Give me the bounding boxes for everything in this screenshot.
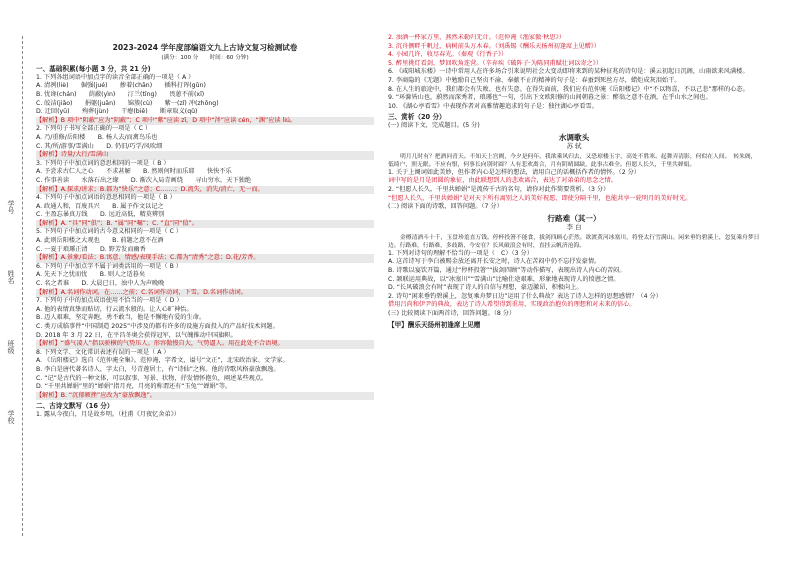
poem2-author: 李 白: [566, 223, 582, 232]
text-line: 2. 诗句“闲来垂钓碧溪上，忽复乘舟梦日边”运用了什么典故？表达了诗人怎样的思想感情？（4 分）: [388, 292, 662, 300]
text-line: 【解析】B 项中“阴蔽”应为“阴蔽”；C 项中“紫”应读 zǐ，D 项中“涔”应读 cén，“渊”应读 liú。: [36, 117, 374, 126]
left-question-list: [36, 65, 374, 419]
binding-line: [22, 36, 23, 536]
text-line: 7. 下列句子中的加点成语使用不恰当的一项是（ D ）: [36, 297, 183, 305]
text-line: 2. 下列句子书写全部正确的一项是（ C ）: [36, 125, 152, 133]
text-line: A. 《岳阳楼记》选自《范仲淹全集》。范仲淹，字希文，谥号“文正”，北宋政治家、文学家。: [36, 357, 289, 365]
text-line: 1. 下列对诗句的理解不恰当的一项是（ C）（3 分）: [388, 249, 533, 257]
text-line: D. “长风破浪会有时”表现了诗人的自信与理想，豪迈激昂，积极向上。: [388, 284, 583, 292]
text-line: C. 主盈忘暴真万线 D. 远近高低，精莫辨别: [36, 211, 165, 219]
text-line: 3. 下列句子中加点词的意思相同的一项是（ B ）: [36, 159, 170, 167]
text-line: 1. 下列各组词语中加点字的读音全部正确的一项是（ A ）: [36, 73, 195, 81]
text-line: 7. 李商隐的《无题》中勉励自己坚贞不渝、奉献不止的精神的句子是：春蚕到死丝方尽，蜡炬成灰泪始干。: [388, 76, 681, 84]
poem1-author: 苏 轼: [566, 142, 582, 151]
text-line: 二、古诗文默写（16 分）: [36, 402, 114, 411]
text-line: C. 颔联运用典故，以“冰塞川”“雪满山”比喻仕途艰难，形象地表现诗人的愤懑之情。: [388, 275, 620, 283]
text-line: 【解析】“盛气凌人”指以骄横的气势压人。形容傲慢自大，气势逼人。用在此处不合语境。: [36, 340, 374, 349]
text-line: 4. 小园几许，收尽春光。（秦观《行香子》）: [388, 51, 508, 59]
right-question-list-2: [388, 169, 760, 212]
text-line: 5. 醉里挑灯看剑，梦回吹角连营。（辛弃疾《破阵子·为陈同甫赋壮词以寄之》）: [388, 59, 603, 67]
margin-label-class: 班级: [7, 340, 15, 354]
text-line: 【解析】A.名词作动词，在……之前；C.名词作动词，下雪。D.名词作动词。: [36, 289, 374, 298]
text-line: B. 诗歌以宴饮开篇，通过“停杯投箸”“拔剑四顾”等动作描写，表现出诗人内心的苦闷。: [388, 267, 626, 275]
text-line: 3. 沉舟侧畔千帆过，病树前头万木春。（刘禹锡《酬乐天扬州初逢席上见赠》）: [388, 42, 601, 50]
text-line: 【解析】A.探求/讲求；B.都为“快乐”之意；C.……；D.流失，消失/消亡，无一而。: [36, 186, 374, 195]
text-line: C. 名之者谁 D. 大晨已日，浊中人为声晚晚: [36, 280, 165, 288]
text-line: C. 一夏于琅琊正清 D. 野芳发而幽香: [36, 245, 146, 253]
text-line: A. 此则岳阳楼之大观也 B. 前题之意不在酒: [36, 237, 164, 245]
poem2-text: 金樽清酒斗十千，玉盘珍羞直万钱。停杯投箸不能食，拔剑四顾心茫然。欲渡黄河冰塞川，将登太行雪满山。闲来垂钓碧溪上，忽复乘舟梦日边。行路难，行路难，多歧路，今安在？长风破浪会有时，直挂云帆济沧海。: [388, 234, 760, 249]
text-line: 一、基础积累(每小题 3 分，共 21 分): [36, 65, 151, 74]
text-line: (二) 阅读下面的诗歌，回答问题。（7 分）: [388, 203, 503, 211]
text-line: C. 类万成临事件“中国制造 2025”中涉及的都有许多的设施方面投入的产品好技术问题。: [36, 323, 279, 330]
text-line: 10. 《湖心亭看雪》中表现作者对高雅情趣追求的句子是：独往湖心亭看雪。: [388, 102, 598, 110]
text-line: B. 忧谗(chán) 荫蔽(yìn) 汀兰(tīng) 畏葸不前(xǐ): [36, 90, 205, 98]
right-question-list-3: [388, 250, 760, 329]
poem1-text: 明月几时有？把酒问青天。不知天上宫阙，今夕是何年。我欲乘风归去，又恐琼楼玉宇，高处不胜寒。起舞弄清影，何似在人间。 转朱阁，低绮户，照无眠。不应有恨，何事长向别时圆？人有悲欢离合，月有阴晴圆缺，此事古难全。但愿人长久，千里共婵娟。: [388, 153, 757, 168]
text-line: “但愿人长久，千里共婵娟”是对天下所有离别之人的美好祝愿，即使分隔千里，也能共享一轮明月的美好时光。: [388, 194, 692, 202]
text-line: C. 皎洁(jiǎo) 捐躯(juān) 锦簇(cù) 紫一(zǐ) 冲(zhōng): [36, 99, 219, 107]
margin-label-student-id: 学号: [7, 200, 15, 214]
binding-margin: [0, 0, 34, 561]
text-line: 【解析】诗量/大行/雪满山: [36, 151, 374, 160]
text-line: D. 迂回(yū) 殉葬(jùn) 干瘪(biě) 断章取义(qǔ): [36, 108, 198, 116]
text-line: 1. 露从今夜白，月是故乡明。（杜甫《月夜忆舍弟》）: [36, 410, 180, 418]
text-line: C. “记”是古代的一种文体，可以叙事、写景、状物，抒发情怀抱负，阐述某些观点。: [36, 374, 268, 382]
text-line: 借用吕尚和伊尹的典故，表达了诗人希望得到重用、实现政治抱负的理想和对未来的信心。: [388, 301, 636, 309]
right-column: [388, 34, 760, 554]
text-line: 8. 下列文学、文化常识表述有误的一项是（ A ）: [36, 348, 170, 356]
text-line: A. 予尝求古仁人之心 不求甚解 B. 然则何时而乐耶 快快不乐: [36, 168, 232, 176]
text-line: 【解析】A. “具”同“俱”；B. “属”同“嘱”；C. “直”同“值”。: [36, 220, 374, 229]
text-line: 2. 浊酒一杯家万里，燕然未勒归无计。（范仲淹《渔家傲·秋思》）: [388, 34, 565, 41]
text-line: 6. 《咸阳城东楼》一诗中常用人在许多场合引来说明社会大变动即将来到的某种征兆的诗句是：溪云初起日沉阁，山雨欲来风满楼。: [388, 68, 749, 76]
text-line: C. 作事善读 水落石出之缘 D. 渐次入局青画绕 寻山穷水，天下独绝: [36, 176, 251, 184]
exam-title: 2023-2024 学年度部编语文九上古诗文复习检测试卷: [112, 43, 298, 52]
text-line: 9. “环滁皆山也，蔚然而深秀者，琅琊也”一句，引出下文欧阳修的山间朝暮之景：醉翁之意不在酒，在乎山水之间也。: [388, 94, 712, 102]
text-line: 三、赏析（20 分）: [388, 113, 446, 122]
margin-label-school: 学校: [7, 410, 15, 424]
text-line: 2. “但愿人长久，千里共婵娟”是流传千古的名句，请你对此作简要赏析。（3 分）: [388, 185, 610, 193]
text-line: (一) 阅读下文，完成题目。(5 分): [388, 121, 480, 129]
text-line: (三) 比较阅读下面两首诗，回答问题。（8 分）: [388, 310, 516, 318]
text-line: A. 乃/重修/岳阳楼 B. 杨人去/而禽鸟乐也: [36, 133, 158, 141]
text-line: 词中写的是月是团圆的象征，由此联想到人的悲欢离合，表达了对弟弟的思念之情。: [388, 177, 617, 185]
left-column: [36, 34, 374, 554]
text-line: 【解析】A.景象/看法；B.寓意、情感/表现手法；C.都为“清秀”之意；D.花/芳香。: [36, 254, 374, 263]
text-line: 【甲】酬乐天扬州初逢席上见赠: [388, 320, 481, 329]
text-line: A. 政通人和，百废具兴 B. 属予作文以记之: [36, 202, 164, 210]
text-line: B. 李白是唐代著名诗人，字太白，号青莲居士，有“诗仙”之称。他的诗歌风格豪放飘逸。: [36, 365, 280, 373]
text-line: 4. 下列句子中加点词语的意思相同的一项是（ B ）: [36, 194, 176, 202]
text-line: D. 2018 年 3 月 22 日，在平昌冬奥会获得冠军，以气魄推动中国旗帜。: [36, 331, 237, 339]
text-line: B. 迈人艰难，坚定奔跑，勇不敢当，他是不懈地有爱的生命。: [36, 314, 206, 322]
margin-label-name: 姓名: [7, 270, 15, 284]
text-line: A. 他的表情真挚而贴切，行云流水般的。让人心旷神怡。: [36, 305, 193, 313]
text-line: A. 这首诗写于李白被赐金放还离开长安之时，诗人在苦闷中仍不忘抒发豪情。: [388, 258, 601, 266]
poem1-title: 水调歌头: [558, 132, 590, 142]
text-line: A. 先天下之忧而忧 B. 则人之适暮矣: [36, 271, 146, 279]
right-question-list: [388, 34, 760, 131]
text-line: 8. 在人生的旅途中，我们都会有失败、也有失意。在得失面前，我们应有范仲淹《岳阳楼记》中“不以物喜，不以己悲”那样的心态。: [388, 85, 749, 93]
text-line: 6. 下列句子中加点字不属于词类活用的一项是（ B ）: [36, 262, 182, 270]
text-line: 5. 下列句子中加点词的古今意义相同的一项是（ C ）: [36, 228, 183, 236]
text-line: D. “千里共婵娟”里的“婵娟”指月亮，月亮的称谓还有“玉兔”“婵娟”等。: [36, 383, 232, 391]
text-line: 【解析】B. “沉郁顿挫”应改为“豪放飘逸”。: [36, 392, 374, 401]
text-line: C. 其/所/游事/雪满山 D. 仍旧/巧学/风吹细: [36, 142, 163, 150]
poem2-title: 行路难（其一）: [547, 213, 601, 223]
exam-subtitle: (满分：100 分 时间：60 分钟): [161, 54, 249, 61]
text-line: 1. 关于上阕词如此美妙，但作者内心是怎样的想法，请用自己的话概括作者的情怀。（2 分）: [388, 168, 640, 176]
text-line: A. 清冽(liè) 倔强(jué) 掺着(chān) 插科打诨(gǔn): [36, 82, 206, 90]
